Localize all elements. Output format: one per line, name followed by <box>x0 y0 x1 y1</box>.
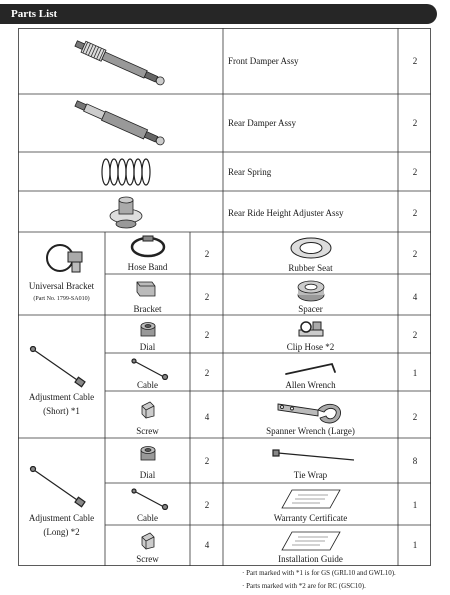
clip-hose-icon <box>296 318 326 340</box>
spanner-wrench-qty: 2 <box>412 412 418 422</box>
rear-spring-icon <box>96 155 156 189</box>
adj-long-label: Adjustment Cable <box>28 513 95 523</box>
allen-wrench-label: Allen Wrench <box>285 380 336 390</box>
adj-short-label: Adjustment Cable <box>28 392 95 402</box>
clip-hose-label: Clip Hose *2 <box>286 342 335 352</box>
installation-guide-icon <box>280 530 342 552</box>
rubber-seat-icon <box>286 235 336 261</box>
universal-bracket-label: Universal Bracket <box>28 281 95 291</box>
cable-long-label: Cable <box>137 513 158 523</box>
spacer-label: Spacer <box>298 304 323 314</box>
screw-long-label: Screw <box>136 554 159 564</box>
dial-short-icon <box>137 318 159 340</box>
ride-height-label: Rear Ride Height Adjuster Assy <box>228 208 344 218</box>
dial-long-icon <box>137 442 159 464</box>
ride-height-adjuster-icon <box>106 194 146 230</box>
warranty-certificate-icon <box>280 488 342 510</box>
parts-table <box>18 28 431 566</box>
allen-wrench-icon <box>280 358 340 382</box>
cable-long-qty: 2 <box>204 500 210 510</box>
front-damper-label: Front Damper Assy <box>228 56 299 66</box>
bracket-qty: 2 <box>204 292 210 302</box>
rubber-seat-label: Rubber Seat <box>288 263 333 273</box>
ride-height-qty: 2 <box>412 208 418 218</box>
front-damper-qty: 2 <box>412 56 418 66</box>
bracket-label: Bracket <box>133 304 162 314</box>
tie-wrap-icon <box>270 448 360 466</box>
adj-long-suffix: (Long) *2 <box>43 527 80 537</box>
rear-damper-icon <box>70 96 170 151</box>
screw-long-qty: 4 <box>204 540 210 550</box>
cable-short-qty: 2 <box>204 368 210 378</box>
rear-spring-label: Rear Spring <box>228 167 272 177</box>
rubber-seat-qty: 2 <box>412 249 418 259</box>
dial-long-label: Dial <box>139 470 156 480</box>
tie-wrap-label: Tie Wrap <box>293 470 328 480</box>
tie-wrap-qty: 8 <box>412 456 418 466</box>
installation-guide-label: Installation Guide <box>278 554 343 564</box>
screw-long-icon <box>138 531 158 551</box>
hose-band-icon <box>128 234 168 260</box>
spanner-wrench-icon <box>274 398 346 428</box>
screw-short-icon <box>138 400 158 420</box>
rear-spring-qty: 2 <box>412 167 418 177</box>
adjustment-cable-short-icon <box>28 346 88 388</box>
adjustment-cable-long-icon <box>28 466 88 508</box>
dial-short-qty: 2 <box>204 330 210 340</box>
hose-band-qty: 2 <box>204 249 210 259</box>
warranty-label: Warranty Certificate <box>273 513 348 523</box>
spanner-wrench-label: Spanner Wrench (Large) <box>266 426 355 436</box>
bracket-icon <box>134 278 158 300</box>
screw-short-qty: 4 <box>204 412 210 422</box>
section-header <box>0 4 437 24</box>
adj-short-suffix: (Short) *1 <box>43 406 80 416</box>
universal-bracket-part-no: (Part No. 1799-SA010) <box>33 296 90 302</box>
screw-short-label: Screw <box>136 426 159 436</box>
allen-wrench-qty: 1 <box>412 368 418 378</box>
cable-long-icon <box>130 488 170 510</box>
rear-damper-qty: 2 <box>412 118 418 128</box>
rear-damper-label: Rear Damper Assy <box>228 118 296 128</box>
warranty-qty: 1 <box>412 500 418 510</box>
footnote-2: · Parts marked with *2 are for RC (GSC10). <box>242 582 366 590</box>
universal-bracket-icon <box>38 240 86 276</box>
clip-hose-qty: 2 <box>412 330 418 340</box>
cable-short-icon <box>130 358 170 380</box>
cable-short-label: Cable <box>137 380 158 390</box>
hose-band-label: Hose Band <box>127 262 168 272</box>
section-title: Parts List <box>11 8 58 20</box>
dial-long-qty: 2 <box>204 456 210 466</box>
spacer-icon <box>294 278 328 304</box>
front-damper-icon <box>70 36 170 91</box>
installation-guide-qty: 1 <box>412 540 418 550</box>
spacer-qty: 4 <box>412 292 418 302</box>
footnote-1: · Part marked with *1 is for GS (GRL10 and GWL10). <box>242 569 396 577</box>
dial-short-label: Dial <box>139 342 156 352</box>
footnotes <box>242 567 432 593</box>
